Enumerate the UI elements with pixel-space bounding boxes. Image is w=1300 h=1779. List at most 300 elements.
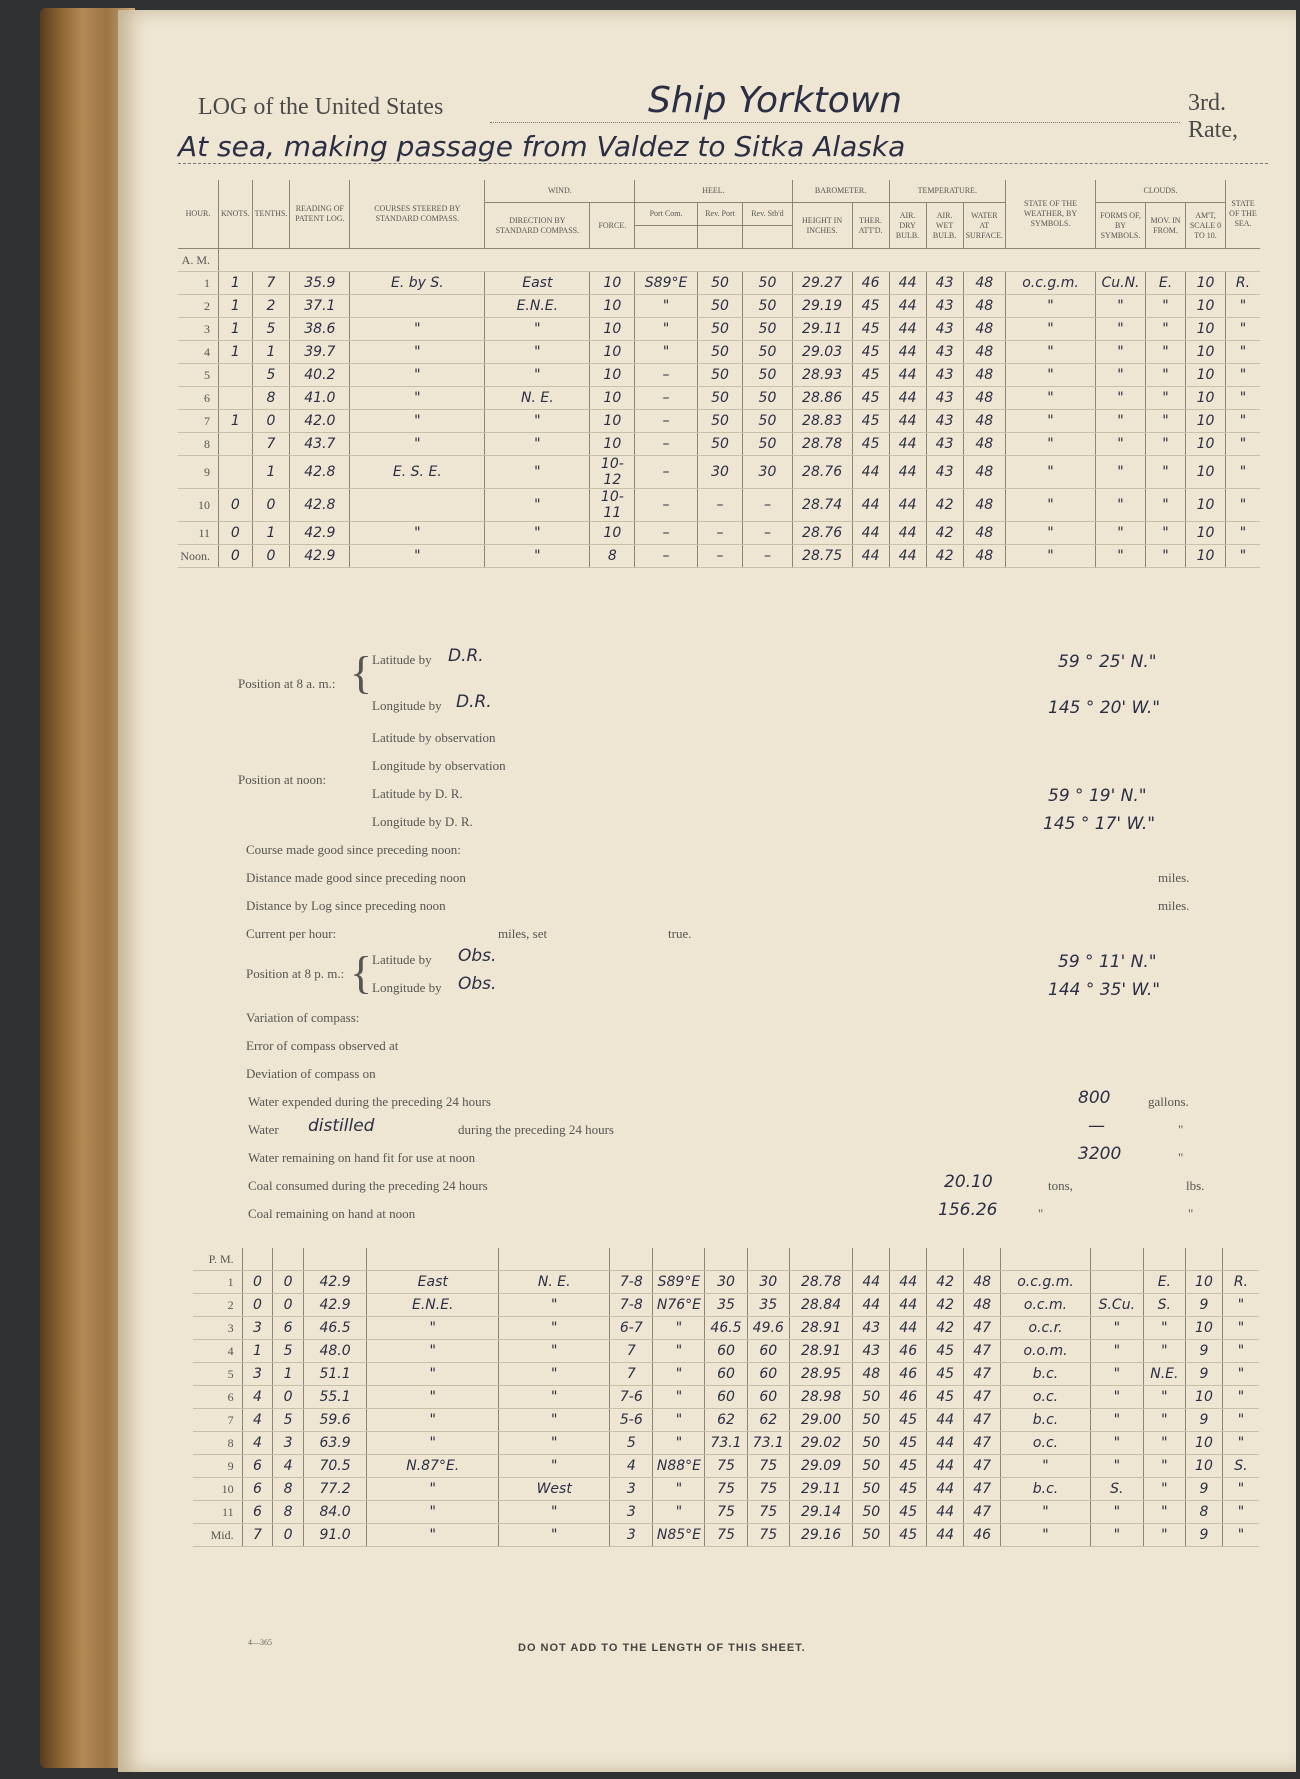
pm-cell: "	[653, 1501, 705, 1524]
pm-cell: 0	[273, 1294, 304, 1317]
pm-cell: 46	[890, 1386, 927, 1409]
distance-log-miles: miles.	[1158, 898, 1190, 913]
pm-cell: "	[367, 1478, 499, 1501]
am-cell: 43	[926, 318, 963, 341]
am-cell: "	[485, 489, 590, 522]
am-cell: 46	[852, 272, 889, 295]
am-cell: 28.83	[792, 410, 852, 433]
am-cell: 43	[926, 364, 963, 387]
pm-cell: "	[1222, 1294, 1259, 1317]
pm-cell: 75	[747, 1455, 789, 1478]
am-hour-cell: 11	[178, 522, 219, 545]
pm-cell: N76°E	[653, 1294, 705, 1317]
pm-hour-cell: 9	[193, 1455, 242, 1478]
am-cell: "	[1146, 545, 1186, 568]
am-cell: S89°E	[635, 272, 697, 295]
am-cell: 1	[252, 456, 290, 489]
pm-cell: 28.91	[789, 1340, 852, 1363]
am-cell: E. by S.	[350, 272, 485, 295]
pm-row	[193, 1363, 1259, 1386]
am-cell: "	[350, 387, 485, 410]
am-cell: 44	[889, 522, 926, 545]
pm-hour-cell: 2	[193, 1294, 242, 1317]
lon-obs-label: Longitude by observation	[372, 758, 506, 773]
am-cell: 1	[252, 341, 290, 364]
am-cell: –	[635, 410, 697, 433]
am-cell: E.N.E.	[485, 295, 590, 318]
pm-cell: o.o.m.	[1001, 1340, 1091, 1363]
am-cell: 10	[1186, 522, 1226, 545]
form-number: 4—365	[248, 1638, 272, 1647]
pm-cell: "	[1222, 1524, 1259, 1547]
am-cell: 1	[219, 272, 253, 295]
am-cell: 28.75	[792, 545, 852, 568]
am-cell: 10	[590, 410, 635, 433]
pm-cell: b.c.	[1001, 1409, 1091, 1432]
pm-cell: "	[1222, 1478, 1259, 1501]
am-row	[178, 364, 1260, 387]
lon-by-method: D.R.	[456, 692, 492, 712]
am-cell: 10	[590, 318, 635, 341]
pm-cell: 77.2	[303, 1478, 366, 1501]
lat-dr-label: Latitude by D. R.	[372, 786, 463, 801]
pm-cell: 50	[853, 1455, 890, 1478]
am-cell: 0	[219, 522, 253, 545]
am-cell: 43	[926, 433, 963, 456]
am-cell: 30	[697, 456, 743, 489]
pm-cell: 7	[242, 1524, 273, 1547]
pm-cell: 8	[273, 1501, 304, 1524]
pm-row	[193, 1409, 1259, 1432]
group-barometer: BAROMETER.	[792, 180, 889, 203]
pm-cell: 29.00	[789, 1409, 852, 1432]
pm-cell: b.c.	[1001, 1363, 1091, 1386]
am-cell: "	[1096, 456, 1146, 489]
pm-cell: "	[653, 1363, 705, 1386]
am-cell: 5	[252, 364, 290, 387]
pm-cell: "	[499, 1409, 610, 1432]
pm-cell: "	[367, 1501, 499, 1524]
lat-noon: 59 ° 19' N."	[1048, 786, 1147, 806]
pm-cell: 75	[747, 1478, 789, 1501]
pm-cell: 44	[927, 1524, 964, 1547]
pm-row	[193, 1386, 1259, 1409]
pm-cell: 44	[927, 1455, 964, 1478]
pm-cell: N85°E	[653, 1524, 705, 1547]
am-cell: 44	[889, 272, 926, 295]
am-cell: 29.27	[792, 272, 852, 295]
pos-8pm-label: Position at 8 p. m.:	[246, 966, 345, 981]
am-cell: 28.86	[792, 387, 852, 410]
am-cell: 43	[926, 295, 963, 318]
am-cell	[350, 295, 485, 318]
pm-cell: "	[499, 1524, 610, 1547]
pm-cell: 3	[242, 1363, 273, 1386]
pm-log-table	[193, 1248, 1259, 1547]
am-cell	[219, 456, 253, 489]
am-cell: 48	[963, 295, 1005, 318]
am-row	[178, 387, 1260, 410]
pm-cell: 45	[890, 1501, 927, 1524]
pm-cell: 4	[242, 1432, 273, 1455]
am-cell: 7	[252, 272, 290, 295]
pm-cell: "	[367, 1340, 499, 1363]
pm-cell: "	[1090, 1501, 1143, 1524]
pm-cell: "	[1090, 1524, 1143, 1547]
distance-good-label: Distance made good since preceding noon	[246, 870, 466, 885]
lon-by-label: Longitude by	[372, 698, 442, 713]
pm-cell: 44	[927, 1432, 964, 1455]
pm-cell: 47	[964, 1478, 1001, 1501]
pm-cell: 6	[242, 1478, 273, 1501]
col-knots: KNOTS.	[219, 180, 253, 249]
pm-cell: 1	[273, 1363, 304, 1386]
col-log: READING OF PATENT LOG.	[290, 180, 350, 249]
pm-cell: "	[1143, 1340, 1185, 1363]
pm-cell: West	[499, 1478, 610, 1501]
am-cell: 42.9	[290, 545, 350, 568]
deviation-label: Deviation of compass on	[246, 1066, 376, 1081]
water-during-label: during the preceding 24 hours	[458, 1122, 614, 1137]
pm-cell: 8	[273, 1478, 304, 1501]
pm-cell: 47	[964, 1501, 1001, 1524]
am-cell: 44	[889, 387, 926, 410]
pm-cell: 47	[964, 1386, 1001, 1409]
am-cell: 50	[697, 272, 743, 295]
pm-cell: 51.1	[303, 1363, 366, 1386]
am-hour-cell: 6	[178, 387, 219, 410]
am-cell: 10	[1186, 272, 1226, 295]
pm-hour-cell: 3	[193, 1317, 242, 1340]
pm-cell: 29.11	[789, 1478, 852, 1501]
am-cell: "	[1226, 387, 1261, 410]
am-hour-cell: 1	[178, 272, 219, 295]
am-cell: "	[1006, 387, 1096, 410]
coal-consumed-value: 20.10	[944, 1172, 993, 1192]
am-cell: "	[1226, 545, 1261, 568]
pm-cell: "	[1222, 1432, 1259, 1455]
am-cell: "	[485, 341, 590, 364]
am-cell: 10	[1186, 489, 1226, 522]
current-label: Current per hour:	[246, 926, 337, 941]
am-cell: "	[1226, 341, 1261, 364]
am-label: A. M.	[178, 249, 219, 272]
pm-cell: 75	[747, 1524, 789, 1547]
am-cell: 0	[252, 410, 290, 433]
pm-cell: N. E.	[499, 1271, 610, 1294]
am-cell: 10	[1186, 410, 1226, 433]
pm-cell: 60	[705, 1363, 747, 1386]
pm-cell: 9	[1185, 1409, 1222, 1432]
am-cell: 48	[963, 341, 1005, 364]
pm-cell: 29.16	[789, 1524, 852, 1547]
am-cell: "	[350, 410, 485, 433]
pm-cell: o.c.	[1001, 1432, 1091, 1455]
pm-cell: "	[1222, 1317, 1259, 1340]
pm-hour-cell: Mid.	[193, 1524, 242, 1547]
am-cell: 10	[1186, 545, 1226, 568]
pm-cell: 60	[747, 1363, 789, 1386]
lat-by-label: Latitude by	[372, 652, 432, 667]
pm-cell: "	[1090, 1386, 1143, 1409]
pm-cell: 45	[890, 1409, 927, 1432]
am-cell: 48	[963, 522, 1005, 545]
coal-remaining-value: 156.26	[938, 1200, 998, 1220]
am-cell: 28.76	[792, 456, 852, 489]
am-cell: 43	[926, 272, 963, 295]
lon-dr-label: Longitude by D. R.	[372, 814, 473, 829]
am-cell: "	[350, 318, 485, 341]
pm-cell: "	[499, 1432, 610, 1455]
pm-cell: 75	[705, 1524, 747, 1547]
am-cell: –	[697, 522, 743, 545]
log-page	[118, 10, 1296, 1772]
pm-cell: 6-7	[610, 1317, 653, 1340]
am-cell: 50	[697, 364, 743, 387]
am-cell: "	[1006, 456, 1096, 489]
am-cell: "	[350, 522, 485, 545]
pm-cell: 0	[273, 1271, 304, 1294]
pm-cell: 4	[610, 1455, 653, 1478]
pm-cell: 50	[853, 1409, 890, 1432]
pm-cell: 47	[964, 1409, 1001, 1432]
am-cell: 42.0	[290, 410, 350, 433]
am-cell: –	[635, 387, 697, 410]
am-cell: 39.7	[290, 341, 350, 364]
am-hour-cell: 9	[178, 456, 219, 489]
pm-cell: "	[1090, 1432, 1143, 1455]
pm-cell: 3	[242, 1317, 273, 1340]
am-cell: 10-11	[590, 489, 635, 522]
lat-obs-label: Latitude by observation	[372, 730, 496, 745]
am-cell: 5	[252, 318, 290, 341]
pm-cell: 7-8	[610, 1271, 653, 1294]
water-distilled-value: —	[1088, 1116, 1105, 1136]
pm-hour-cell: 11	[193, 1501, 242, 1524]
am-hour-cell: 5	[178, 364, 219, 387]
am-row	[178, 522, 1260, 545]
lat-8pm-label: Latitude by	[372, 952, 432, 967]
pm-cell: 44	[890, 1271, 927, 1294]
water-expended-label: Water expended during the preceding 24 hours	[248, 1094, 491, 1109]
pm-cell: 73.1	[747, 1432, 789, 1455]
pm-cell: N.87°E.	[367, 1455, 499, 1478]
am-log-table	[178, 180, 1260, 568]
pos-noon-label: Position at noon:	[238, 772, 327, 787]
am-cell: 44	[852, 522, 889, 545]
pm-cell: 3	[610, 1478, 653, 1501]
am-cell: –	[743, 489, 792, 522]
pm-cell: 50	[853, 1432, 890, 1455]
am-cell: 0	[252, 545, 290, 568]
pm-cell: "	[499, 1455, 610, 1478]
pm-row	[193, 1501, 1259, 1524]
am-row	[178, 545, 1260, 568]
brace-8am: {	[350, 647, 373, 698]
pm-cell: 28.78	[789, 1271, 852, 1294]
am-hour-cell: 2	[178, 295, 219, 318]
pm-cell: "	[367, 1524, 499, 1547]
pm-cell: N.E.	[1143, 1363, 1185, 1386]
pm-row	[193, 1271, 1259, 1294]
pm-cell: 50	[853, 1478, 890, 1501]
am-cell: "	[1226, 364, 1261, 387]
pm-cell: 46	[890, 1363, 927, 1386]
am-cell: 43	[926, 410, 963, 433]
am-cell: "	[1006, 522, 1096, 545]
pm-cell: "	[1090, 1363, 1143, 1386]
pm-cell: "	[499, 1386, 610, 1409]
col-cloud-mov: MOV. IN FROM.	[1146, 203, 1186, 249]
am-cell: 29.11	[792, 318, 852, 341]
am-cell: "	[1096, 295, 1146, 318]
am-cell: 8	[590, 545, 635, 568]
pm-cell: 43	[853, 1317, 890, 1340]
am-cell: "	[1006, 410, 1096, 433]
am-cell: 50	[743, 364, 792, 387]
am-cell: 45	[852, 387, 889, 410]
am-cell: 42.8	[290, 489, 350, 522]
pm-cell: "	[1222, 1501, 1259, 1524]
water-expended-unit: gallons.	[1148, 1094, 1189, 1109]
col-air-wet: AIR. WET BULB.	[926, 203, 963, 249]
am-cell: 50	[697, 410, 743, 433]
pm-cell: 28.84	[789, 1294, 852, 1317]
pm-cell: 50	[853, 1524, 890, 1547]
pm-cell: "	[499, 1294, 610, 1317]
pm-cell: "	[1143, 1524, 1185, 1547]
pm-cell: 35	[705, 1294, 747, 1317]
ship-rate: 3rd. Rate,	[1188, 90, 1238, 143]
am-cell: N. E.	[485, 387, 590, 410]
pm-cell: 55.1	[303, 1386, 366, 1409]
group-wind: WIND.	[485, 180, 635, 203]
pm-cell: 44	[927, 1478, 964, 1501]
pm-cell: 48	[964, 1294, 1001, 1317]
pm-cell: 7-8	[610, 1294, 653, 1317]
am-cell: "	[1226, 295, 1261, 318]
pm-cell: 42	[927, 1271, 964, 1294]
water-label: Water	[248, 1122, 279, 1137]
am-cell: "	[485, 456, 590, 489]
pm-cell: "	[367, 1317, 499, 1340]
col-tenths: TENTHS.	[252, 180, 290, 249]
am-cell: 44	[889, 295, 926, 318]
pm-label: P. M.	[193, 1248, 242, 1271]
am-cell: 42	[926, 489, 963, 522]
water-remaining-ditto: "	[1178, 1150, 1184, 1165]
pm-cell: 6	[273, 1317, 304, 1340]
am-cell: 0	[219, 545, 253, 568]
am-cell: 10	[1186, 318, 1226, 341]
pm-cell: "	[1001, 1455, 1091, 1478]
am-cell: 50	[743, 295, 792, 318]
pm-cell: "	[653, 1432, 705, 1455]
pm-cell: o.c.r.	[1001, 1317, 1091, 1340]
pm-hour-cell: 5	[193, 1363, 242, 1386]
pm-cell: 10	[1185, 1455, 1222, 1478]
pm-cell: 10	[1185, 1432, 1222, 1455]
am-cell: "	[1096, 410, 1146, 433]
pm-cell: "	[1090, 1455, 1143, 1478]
pm-row	[193, 1294, 1259, 1317]
am-cell: –	[697, 545, 743, 568]
am-cell: 45	[852, 410, 889, 433]
lat-8pm-method: Obs.	[458, 946, 497, 966]
pm-cell: 44	[927, 1501, 964, 1524]
am-cell: 50	[743, 387, 792, 410]
am-cell: "	[485, 545, 590, 568]
current-miles-set: miles, set	[498, 926, 548, 941]
am-cell: "	[1146, 295, 1186, 318]
am-cell: –	[635, 545, 697, 568]
am-cell: "	[485, 410, 590, 433]
pm-cell: "	[1143, 1409, 1185, 1432]
pm-cell: o.c.	[1001, 1386, 1091, 1409]
pm-cell: 60	[705, 1340, 747, 1363]
pm-row	[193, 1455, 1259, 1478]
am-cell: "	[1146, 433, 1186, 456]
am-cell: "	[1006, 318, 1096, 341]
pm-cell: "	[653, 1478, 705, 1501]
am-row	[178, 410, 1260, 433]
am-cell: 50	[697, 341, 743, 364]
pm-cell: R.	[1222, 1271, 1259, 1294]
pm-row	[193, 1317, 1259, 1340]
pm-cell: 46	[964, 1524, 1001, 1547]
am-cell: "	[635, 341, 697, 364]
am-cell: 44	[852, 545, 889, 568]
pm-cell: 0	[242, 1271, 273, 1294]
pm-cell: "	[1222, 1386, 1259, 1409]
am-cell: 1	[219, 295, 253, 318]
pm-cell: "	[1222, 1340, 1259, 1363]
am-cell: 48	[963, 456, 1005, 489]
am-cell: 50	[697, 295, 743, 318]
am-cell: 43	[926, 341, 963, 364]
water-distilled-ditto: "	[1178, 1122, 1184, 1137]
water-expended-value: 800	[1078, 1088, 1111, 1108]
pos-8am-label: Position at 8 a. m.:	[238, 676, 336, 691]
pm-hour-cell: 4	[193, 1340, 242, 1363]
pm-cell: 50	[853, 1501, 890, 1524]
am-cell: 44	[889, 456, 926, 489]
pm-cell: 7	[610, 1340, 653, 1363]
pm-cell: 9	[1185, 1524, 1222, 1547]
am-cell: –	[743, 522, 792, 545]
am-cell: 48	[963, 489, 1005, 522]
am-cell: 10	[590, 341, 635, 364]
am-cell: 44	[889, 341, 926, 364]
am-cell: "	[1226, 522, 1261, 545]
coal-remaining-label: Coal remaining on hand at noon	[248, 1206, 416, 1221]
am-cell: "	[1146, 387, 1186, 410]
am-row	[178, 318, 1260, 341]
am-cell: 48	[963, 433, 1005, 456]
pm-cell: 30	[747, 1271, 789, 1294]
am-cell: 44	[889, 410, 926, 433]
pm-cell: "	[1001, 1524, 1091, 1547]
pm-hour-cell: 1	[193, 1271, 242, 1294]
am-cell: 50	[743, 272, 792, 295]
am-cell: 50	[697, 433, 743, 456]
col-sea: STATE OF THE SEA.	[1226, 180, 1261, 249]
am-cell: E.	[1146, 272, 1186, 295]
pm-cell: 47	[964, 1363, 1001, 1386]
pm-cell: 44	[890, 1294, 927, 1317]
pm-cell: 62	[705, 1409, 747, 1432]
pm-cell: 29.09	[789, 1455, 852, 1478]
